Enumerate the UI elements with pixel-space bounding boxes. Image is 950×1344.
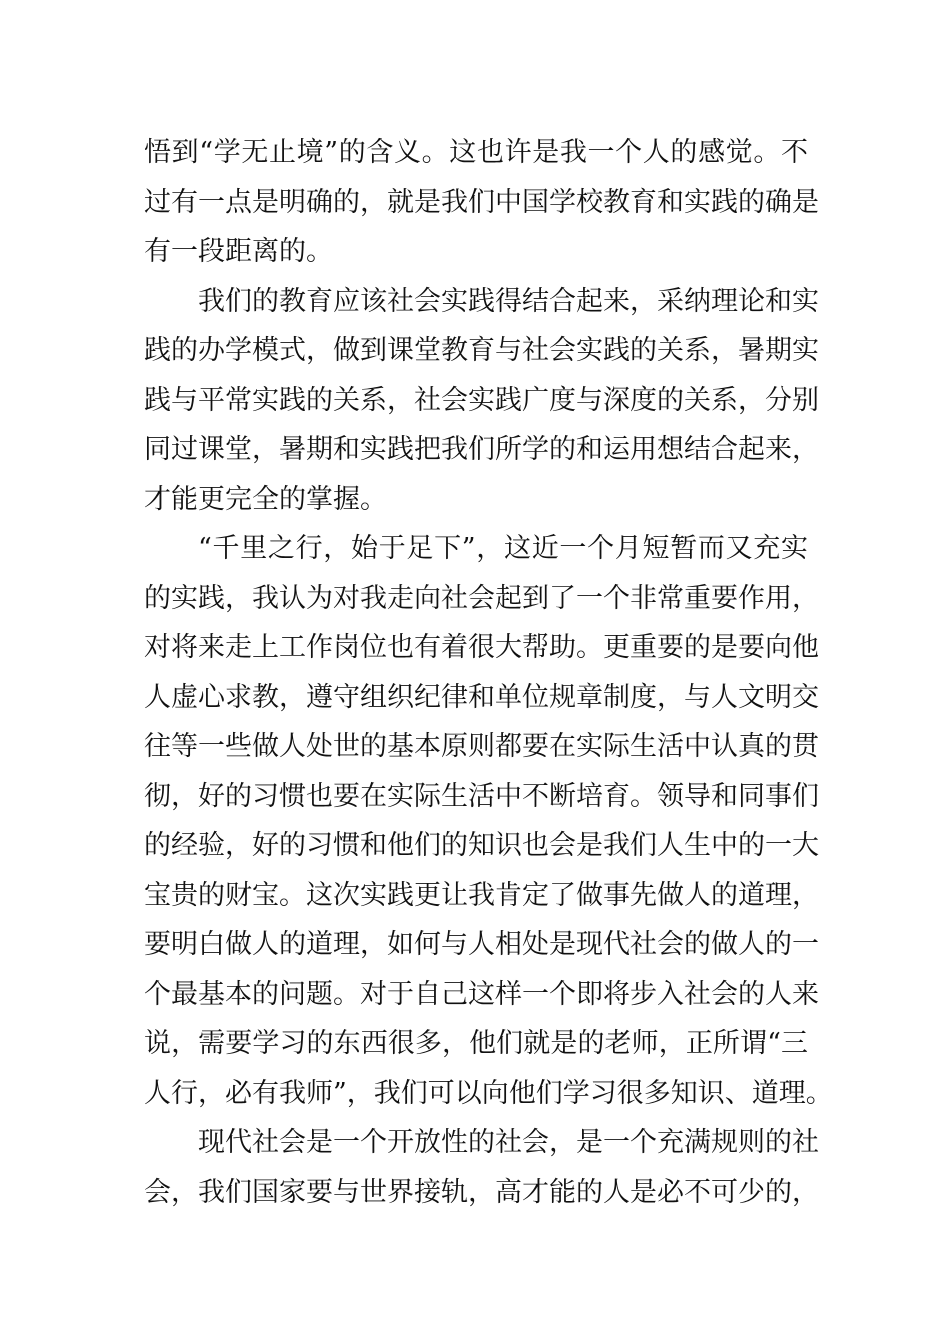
text-line: 彻，好的习惯也要在实际生活中不断培育。领导和同事们 — [144, 780, 819, 812]
text-line: 践与平常实践的关系，社会实践广度与深度的关系，分别 — [144, 384, 819, 416]
body-text — [144, 128, 833, 1217]
text-line: 有一段距离的。 — [144, 236, 333, 267]
text-line: 人行，必有我师”，我们可以向他们学习很多知识、道理。 — [144, 1077, 833, 1109]
text-line: 的经验，好的习惯和他们的知识也会是我们人生中的一大 — [144, 830, 819, 861]
text-line: 悟到“学无止境”的含义。这也许是我一个人的感觉。不 — [144, 137, 808, 168]
text-line: “千里之行，始于足下”，这近一个月短暂而又充实 — [198, 533, 808, 564]
text-line: 宝贵的财宝。这次实践更让我肯定了做事先做人的道理， — [144, 879, 819, 911]
text-line: 人虚心求教，遵守组织纪律和单位规章制度，与人文明交 — [144, 681, 819, 713]
text-line: 会，我们国家要与世界接轨，高才能的人是必不可少的， — [144, 1176, 819, 1208]
text-line: 同过课堂，暑期和实践把我们所学的和运用想结合起来， — [144, 434, 819, 465]
text-line: 对将来走上工作岗位也有着很大帮助。更重要的是要向他 — [144, 632, 819, 663]
paragraph — [144, 1118, 819, 1217]
text-line: 过有一点是明确的，就是我们中国学校教育和实践的确是 — [144, 186, 819, 218]
text-line: 说，需要学习的东西很多，他们就是的老师，正所谓“三 — [144, 1028, 808, 1059]
paragraph — [144, 128, 819, 277]
text-line: 要明白做人的道理，如何与人相处是现代社会的做人的一 — [144, 929, 819, 960]
paragraph — [144, 277, 819, 525]
text-line: 我们的教育应该社会实践得结合起来，采纳理论和实 — [198, 285, 819, 317]
text-line: 个最基本的问题。对于自己这样一个即将步入社会的人来 — [144, 978, 819, 1010]
text-line: 践的办学模式，做到课堂教育与社会实践的关系，暑期实 — [144, 335, 819, 366]
paragraph — [144, 524, 833, 1118]
text-line: 现代社会是一个开放性的社会，是一个充满规则的社 — [198, 1127, 819, 1158]
text-line: 才能更完全的掌握。 — [144, 483, 387, 515]
text-line: 的实践，我认为对我走向社会起到了一个非常重要作用， — [144, 582, 819, 614]
text-line: 往等一些做人处世的基本原则都要在实际生活中认真的贯 — [144, 731, 819, 762]
